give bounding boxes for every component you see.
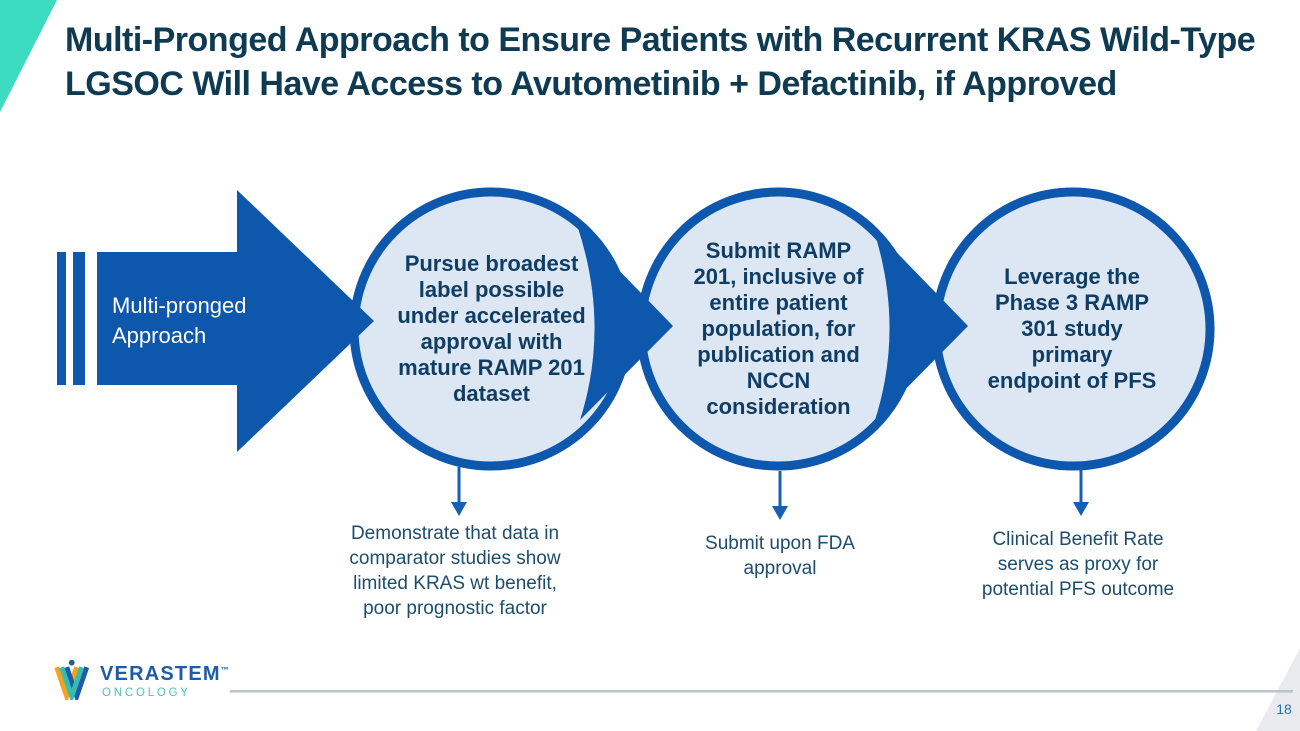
footer-divider-line — [230, 690, 1293, 693]
step-circle-text-2: Submit RAMP 201, inclusive of entire patient population, for publication and NCCN consideration — [693, 238, 864, 419]
logo-wordmark: VERASTEM™ — [100, 663, 229, 685]
down-arrow-head-2 — [772, 506, 788, 520]
page-number: 18 — [1276, 701, 1292, 717]
step-callout-2: Submit upon FDA approval — [705, 533, 855, 579]
lead-arrow-label: Multi-pronged Approach — [112, 293, 247, 348]
down-arrow-head-1 — [451, 502, 467, 516]
logo-subtitle: ONCOLOGY — [102, 687, 191, 699]
lead-arrow-bar-1 — [57, 252, 66, 385]
footer-corner-wedge — [1256, 648, 1300, 731]
down-arrow-head-3 — [1073, 502, 1089, 516]
trademark-symbol: ™ — [220, 665, 229, 675]
lead-arrow-bar-2 — [73, 252, 85, 385]
step-callout-3: Clinical Benefit Rate serves as proxy for potential PFS outcome — [981, 529, 1175, 600]
slide-title: Multi-Pronged Approach to Ensure Patients with Recurrent KRAS Wild-Type LGSOC Will Have Access to Avutometinib + Defactinib, if Approved — [65, 21, 1256, 103]
step-circle-text-3: Leverage the Phase 3 RAMP 301 study primary endpoint of PFS — [987, 264, 1157, 393]
step-callout-1: Demonstrate that data in comparator studies show limited KRAS wt benefit, poor prognostic factor — [349, 523, 561, 619]
step-circle-text-1: Pursue broadest label possible under accelerated approval with mature RAMP 201 dataset — [397, 251, 586, 406]
verastem-logo — [54, 656, 254, 716]
corner-accent-triangle — [0, 0, 57, 112]
verastem-logo-icon — [54, 658, 94, 700]
down-arrows — [451, 467, 1089, 520]
